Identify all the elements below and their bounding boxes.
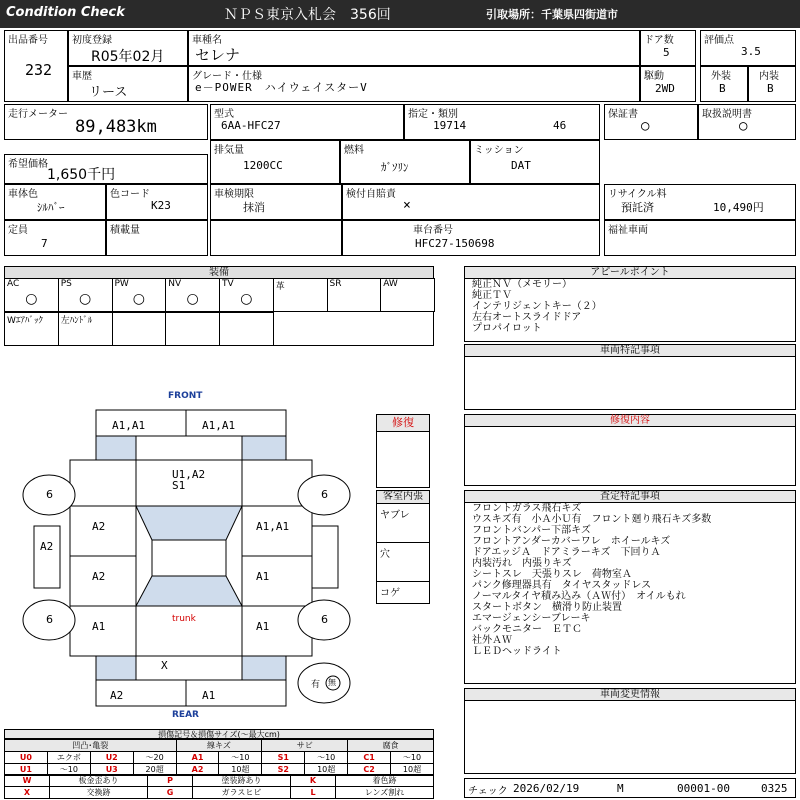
ext-grade: B [719, 82, 726, 95]
spare-label: 有 [311, 680, 321, 690]
check-mark: M [617, 782, 624, 795]
text-line: ウスキズ有 小Ａ小Ｕ有 フロント廻り飛石キズ多数 [472, 514, 712, 525]
legend-desc: レンズ割れ [336, 787, 434, 799]
pickup-location: 引取場所：千葉県四街道市 [486, 8, 618, 21]
drive: 2WD [655, 82, 675, 95]
changes-title: 車両変更情報 [465, 689, 795, 701]
dmg-hood-line1: U1,A2 S1 [172, 468, 206, 492]
model-box: 車種名 セレナ [188, 30, 640, 66]
drive-box: 駆動 2WD [640, 66, 696, 102]
ext-box: 外装 B [700, 66, 748, 102]
dmg-rear-right: A1 [202, 689, 216, 702]
legend-desc: エクボ [47, 752, 90, 764]
mileage: 89,483km [75, 117, 157, 137]
history: リース [89, 85, 128, 100]
legend-code: S2 [262, 764, 305, 776]
recycle-fee: 10,490円 [713, 201, 764, 214]
equipment-name: AC [7, 279, 20, 289]
legend-code: A1 [176, 752, 219, 764]
text-line: バックモニター ＥＴＣ [472, 624, 582, 635]
repair-panel [464, 414, 796, 486]
legend-group-corrosion: 腐食 [348, 740, 434, 752]
insurance: × [403, 198, 411, 213]
legend-group-scratch: 線キズ [176, 740, 262, 752]
dmg-tail: X [161, 659, 168, 672]
equipment-cell [219, 312, 274, 346]
legend-desc: ～10 [47, 764, 90, 776]
text-line: 左右オートスライドドア [472, 312, 582, 323]
legend-code: A2 [176, 764, 219, 776]
interior-item: コゲ [380, 588, 400, 599]
text-line: スタートボタン 横滑り防止装置 [472, 602, 622, 613]
inspection: 抹消 [243, 201, 265, 214]
welfare-box: 福祉車両 [604, 220, 796, 256]
rear-right-corner [242, 656, 286, 680]
footer-check [464, 778, 796, 798]
legend-code: U1 [5, 764, 48, 776]
front-panel [136, 436, 242, 460]
right-side-panel [312, 526, 338, 588]
score: 3.5 [741, 45, 761, 58]
equipment-name: NV [168, 279, 182, 289]
category: 46 [553, 119, 567, 132]
doors-box: ドア数 5 [640, 30, 696, 66]
equipment-cell [380, 278, 435, 312]
legend-desc: ～10 [219, 752, 262, 764]
price: 1,650千円 [47, 167, 116, 183]
special-panel [464, 344, 796, 410]
int-box: 内装 B [748, 66, 796, 102]
legend-desc: ～10 [305, 752, 348, 764]
fuel-box: 燃料 ｶﾞｿﾘﾝ [340, 140, 470, 184]
equipment-name: SR [329, 279, 342, 289]
type: 6AA-HFC27 [221, 119, 281, 132]
legend-group-dent: 凹凸･亀裂 [5, 740, 177, 752]
text-line: 純正ＴＶ [472, 290, 512, 301]
equipment-cell [58, 312, 113, 346]
legend-desc: 20超 [133, 764, 176, 776]
tire-rl-depth: 6 [46, 613, 53, 626]
first-reg: R05年02月 [91, 49, 165, 65]
equipment-cell [165, 278, 220, 312]
legend-codes [4, 774, 434, 799]
front-label: FRONT [168, 391, 203, 401]
int-grade: B [767, 82, 774, 95]
check-label: チェック [468, 786, 508, 797]
text-line: パンク修理器具有 タイヤスタッドレス [472, 580, 652, 591]
first-reg-box: 初度登録 R05年02月 [68, 30, 188, 66]
price-box: 希望価格 1,650千円 [4, 154, 208, 184]
legend-group-rust: サビ [262, 740, 348, 752]
front-left-fender [96, 436, 136, 460]
legend-title: 損傷記号＆損傷サイズ(～最大cm) [4, 729, 434, 739]
mission: DAT [511, 159, 531, 172]
grade-box: グレード・仕様 e－POWER ハイウェイスターV [188, 66, 640, 102]
recycle-status: 預託済 [621, 201, 654, 214]
legend-desc: 塗装跡あり [193, 775, 291, 787]
legend-desc: 着色跡 [336, 775, 434, 787]
dmg-front-left: A1,A1 [112, 419, 146, 432]
legend-code: K [291, 775, 336, 787]
legend-desc: 10超 [219, 764, 262, 776]
dmg-hood [172, 469, 205, 491]
recycle-box: リサイクル料 預託済 10,490円 [604, 184, 796, 220]
lot-number: 232 [25, 61, 53, 79]
text-line: フロントアンダーカバーワレ ホイールキズ [472, 536, 671, 547]
inspection-notes-panel [464, 490, 796, 684]
type-box: 型式 6AA-HFC27 [210, 104, 404, 140]
interior-item: ヤブレ [377, 504, 429, 543]
dmg-left-quarter: A1 [92, 620, 106, 633]
chassis: HFC27-150698 [415, 237, 495, 250]
equipment-cell [112, 278, 167, 312]
doors: 5 [663, 46, 670, 59]
equipment-cell [327, 278, 382, 312]
legend-code: W [5, 775, 50, 787]
text-line: エマージェンシーブレーキ [472, 613, 591, 624]
rear-panel [136, 656, 242, 680]
interior-panel [376, 490, 430, 604]
changes-panel [464, 688, 796, 774]
legend-code: C2 [348, 764, 391, 776]
equipment-cell [58, 278, 113, 312]
dmg-right-front-door: A1,A1 [256, 520, 290, 533]
equipment-mark: ○ [132, 291, 145, 307]
warranty-box: 保証書 ○ [604, 104, 698, 140]
spare-mark: 無 [328, 678, 336, 687]
appeal-panel [464, 266, 796, 342]
car-diagram [0, 400, 380, 710]
spare-tire [298, 663, 350, 703]
inspection-box: 車検期限 抹消 [210, 184, 342, 220]
legend-code: U2 [90, 752, 133, 764]
equipment-name: Wｴｱﾊﾞｯｸ﻿ [7, 316, 43, 326]
trunk-label: trunk [172, 614, 196, 624]
dmg-left-side: A2 [40, 540, 54, 553]
capacity: 7 [41, 237, 48, 250]
designation: 19714 [433, 119, 467, 132]
dmg-front-right: A1,A1 [202, 419, 236, 432]
dmg-rear-left: A2 [110, 689, 124, 702]
tire-fl-depth: 6 [46, 488, 53, 501]
equipment-cell [4, 278, 59, 312]
inspection-notes-title: 査定特記事項 [465, 491, 795, 503]
fuel: ｶﾞｿﾘﾝ [381, 161, 409, 174]
auction-name: ＮＰＳ東京入札会 356回 [224, 7, 391, 23]
equipment-cell [273, 278, 328, 312]
warranty: ○ [641, 118, 650, 134]
tire-fr-depth: 6 [321, 488, 328, 501]
left-fender [70, 460, 136, 506]
equipment-mark: ○ [240, 291, 253, 307]
mission-box: ミッション DAT [470, 140, 600, 184]
front-right-fender [242, 436, 286, 460]
load-box: 積載量 [106, 220, 208, 256]
left-side-panel [34, 526, 60, 588]
special-title: 車両特記事項 [465, 345, 795, 357]
displacement-box: 排気量 1200CC [210, 140, 340, 184]
chassis-box: 車台番号 HFC27-150698 [342, 220, 600, 256]
history-box: 車歴 リース [68, 66, 188, 102]
repair-title: 修復内容 [465, 415, 795, 427]
equipment-cell [165, 312, 220, 346]
color-box: 車体色 ｼﾙﾊﾞｰ [4, 184, 106, 220]
equipment-title: 装備 [5, 267, 433, 280]
legend-table [4, 739, 434, 776]
grade: e－POWER ハイウェイスターV [195, 81, 368, 94]
color: ｼﾙﾊﾞｰ [37, 201, 65, 214]
equipment-name: TV [222, 279, 234, 289]
legend-desc: ガラスヒビ [193, 787, 291, 799]
capacity-box: 定員 7 [4, 220, 106, 256]
displacement: 1200CC [243, 159, 283, 172]
check-code: 00001-00 [677, 782, 730, 795]
rear-label: REAR [172, 710, 199, 720]
text-line: インテリジェントキー（２） [472, 301, 602, 312]
interior-item: 穴 [377, 543, 429, 582]
lot-box: 出品番号 232 [4, 30, 68, 102]
text-line: ＬＥＤヘッドライト [472, 646, 562, 657]
text-line: 純正ＮＶ（メモリー） [472, 279, 572, 290]
text-line: フロントバンパー下部キズ [472, 525, 591, 536]
equipment-cell [112, 312, 167, 346]
mileage-box: 走行メーター 89,483km [4, 104, 208, 140]
text-line: ノーマルタイヤ積み込み（ＡＷ付） オイルもれ [472, 591, 686, 602]
equipment-name: PS [60, 279, 72, 289]
legend-code: X [5, 787, 50, 799]
legend-code: P [148, 775, 193, 787]
color-code: K23 [151, 199, 171, 212]
text-line: プロパイロット [472, 323, 542, 334]
check-num: 0325 [761, 782, 788, 795]
legend-code: U3 [90, 764, 133, 776]
repair-badge-label: 修復 [377, 415, 429, 432]
text-line: フロントガラス飛石キズ [472, 503, 582, 514]
manual: ○ [739, 118, 748, 134]
text-line: 内装汚れ 内張りキズ [472, 558, 572, 569]
appeal-title: アピールポイント [465, 267, 795, 279]
legend-desc: ～20 [133, 752, 176, 764]
repair-badge [376, 414, 430, 488]
legend-desc: 10超 [391, 764, 434, 776]
rear-bumper [96, 680, 286, 706]
legend-desc: ～10 [391, 752, 434, 764]
text-line: シートスレ 天張りスレ 荷物室Ａ [472, 569, 632, 580]
legend-code: S1 [262, 752, 305, 764]
insurance-box: 検付自賠責 × [342, 184, 600, 220]
dmg-left-rear-door: A2 [92, 570, 106, 583]
equipment-cell [219, 278, 274, 312]
legend-code: C1 [348, 752, 391, 764]
roof-window [152, 540, 226, 576]
equipment-mark: ○ [79, 291, 92, 307]
dmg-left-front-door: A2 [92, 520, 106, 533]
equipment-cell [4, 312, 59, 346]
legend-code: U0 [5, 752, 48, 764]
equipment-name: 革 [275, 282, 285, 292]
color-code-box: 色コード K23 [106, 184, 208, 220]
rear-left-corner [96, 656, 136, 680]
equipment-name: PW [114, 279, 129, 289]
legend-code: L [291, 787, 336, 799]
model-name: セレナ [195, 46, 241, 64]
text-line: 社外ＡＷ [472, 635, 512, 646]
text-line: ドアエッジＡ ドアミラーキズ 下回りＡ [472, 547, 661, 558]
manual-box: 取扱説明書 ○ [698, 104, 796, 140]
appeal-lines [465, 279, 795, 334]
form-title: Condition Check [6, 5, 125, 20]
equipment-mark: ○ [186, 291, 199, 307]
tire-rr-depth: 6 [321, 613, 328, 626]
equipment-mark: ○ [25, 291, 38, 307]
check-date: 2026/02/19 [513, 782, 580, 795]
legend-desc: 10超 [305, 764, 348, 776]
interior-title: 客室内張 [377, 491, 429, 504]
score-box: 評価点 3.5 [700, 30, 796, 66]
right-rear-door [242, 556, 312, 606]
legend-desc: 板金歪あり [50, 775, 148, 787]
dmg-right-rear-door: A1 [256, 570, 270, 583]
designation-box: 指定・類別 19714 46 [404, 104, 600, 140]
equipment-name: 左ﾊﾝﾄﾞﾙ [60, 316, 93, 326]
inspection-notes-lines [465, 503, 795, 657]
legend-desc: 交換跡 [50, 787, 148, 799]
dmg-right-quarter: A1 [256, 620, 270, 633]
chassis-left-blank [210, 220, 342, 256]
legend-code: G [148, 787, 193, 799]
equipment-name: AW [383, 279, 398, 289]
